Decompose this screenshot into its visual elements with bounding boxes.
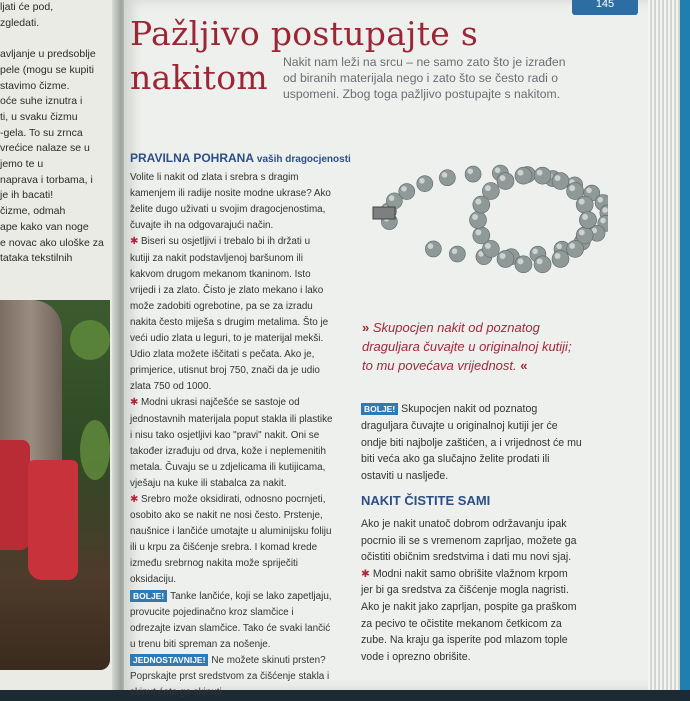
text-line: vješaju na kuke ili stabalca za nakit. [130,477,287,489]
pearl [534,256,551,273]
boots-photo [0,300,110,670]
intro-text: Nakit nam leži na srcu – ne samo zato što je izrađen od biranih materijala nego i zato što se često radi o uspomeni. Zbog toga pažljivo postupajte s nakitom. [283,55,566,101]
text-line: čuvajte ih na odgovarajući način. [130,220,274,232]
left-text-line: stavimo čizme. [0,79,70,92]
pearl [580,212,597,229]
left-page-text [0,0,112,267]
pearl-necklace-image [348,145,608,295]
text-line: zube. Na kraju ga isperite pod mlazom tople [361,634,568,647]
left-text-line: čizme, odmah [0,205,66,218]
pearl [465,166,481,182]
bullet-icon: ✱ [361,567,373,580]
pearl [497,173,514,190]
text-line: provucite pojedinačno kroz slamčice i [130,606,294,618]
text-line: između srebrnog nakita može spriječiti [130,558,298,570]
tip-badge: JEDNOSTAVNIJE! [130,654,208,666]
text-line: jednostavnih materijala poput stakla ili plastike [130,413,333,425]
pearl [552,173,569,190]
text-line: veći udio zlata u leguri, to je materijal mekši. [130,333,324,345]
tip-line: ondje biti najbolje zaštićen, a i vrijednost će mu [361,436,582,449]
pearl [534,167,551,184]
text-line: Poprskajte prst sredstvom za čišćenje stakla i [130,671,330,682]
pearl [449,246,465,262]
bullet-icon: ✱ [130,397,142,409]
pearl [482,183,499,200]
left-text-line: zgledati. [0,16,40,29]
pull-quote: » Skupocjen nakit od poznatog draguljara čuvajte u originalnoj kutiji; to mu povećava vrijednost. « [362,320,572,373]
left-text-line: oće suhe iznutra i [0,95,83,108]
pearl [497,250,514,267]
left-text-line: e novac ako uloške za [0,236,104,249]
text-line: oksidaciju. [130,574,177,586]
text-line: zlata 750 od 1000. [130,381,212,393]
title-line-1: Pažljivo postupajte s [130,14,479,53]
pearl [576,196,593,213]
text-line: za pecivo te očistite mekanom četkicom za [361,617,562,630]
text-line: nakita često miješa s drugim metalima. Što je [130,316,329,328]
tip-line: draguljara čuvajte u originalnoj kutiji jer će [361,419,558,432]
text-line: kutiji za nakit podstavljenoj baršunom ili [130,252,303,264]
tip-line: BOLJE! Skupocjen nakit od poznatog [361,401,586,418]
text-line: očistiti običnim sredstvima i dati mu novi sjaj. [361,551,572,564]
pearl [470,212,487,229]
text-line: kakvom drugom mekanom tkaninom. Isto [130,268,311,280]
left-text-line: tataka tekstilnih [0,252,73,265]
left-text-line: jemo te u [0,158,44,171]
text-line: ✱ Modni ukrasi najčešće se sastoje od [130,397,300,409]
clasp [373,207,395,219]
text-line: u trenu biti spreman za nošenje. [130,638,271,650]
section-cleaning-heading: NAKIT ČISTITE SAMI [361,493,491,508]
pearl [425,241,441,257]
text-line: kamenjem ili radije nosite modne ukrase? Ako [130,188,331,200]
pearl [567,240,584,257]
text-line: JEDNOSTAVNIJE! Ne možete skinuti prsten? [130,653,355,669]
section-storage [130,150,355,701]
tip-box [361,401,586,485]
text-line: osobito ako se nakit ne nosi često. Prstenje, [130,510,323,522]
section-cleaning [361,516,586,665]
text-line: pocrnio ili se s vremenom zaprljao, možete ga [361,534,577,547]
text-line: metala. Čuvaju se u zdjelicama ili kutijicama, [130,461,326,473]
text-line: skinut ćete ga skinuti. [130,687,225,699]
pearl [439,170,455,186]
text-line: ili u krpu za čišćenje srebra. I komad krede [130,542,318,554]
text-line: Volite li nakit od zlata i srebra s dragim [130,172,299,184]
pearl [417,176,433,192]
text-line: jer bi ga sredstva za čišćenje mogla nagristi. [361,584,569,597]
text-line: može zadobiti ogrebotine, pa se za izradu [130,300,313,312]
tip-line: biti veća ako ga slučajno želite prodati ili [361,453,550,466]
bullet-icon: ✱ [130,493,142,505]
left-text-line: -gela. To su zrnca [0,126,83,139]
left-page [0,0,118,690]
tip-line: ostaviti u nasljeđe. [361,470,449,483]
text-line: Ako je nakit unatoč dobrom održavanju ipak [361,518,567,530]
pearl [399,184,415,200]
title-line-2: nakitom [130,58,268,97]
text-line: naušnice i lančiće umotajte u aluminijsku foliju [130,526,332,538]
section-storage-heading: PRAVILNA POHRANA vaših dragocjenosti [130,151,351,165]
bullet-icon: ✱ [130,236,142,248]
text-line: Udio zlata možete iščitati s pečata. Ako je, [130,349,315,361]
text-line: ✱ Biseri su osjetljivi i trebalo bi ih držati u [130,236,311,248]
tip-badge: BOLJE! [130,590,167,602]
left-text-line: ape kako van noge [0,220,89,233]
text-line: Ako je nakit jako zaprljan, pospite ga praškom [361,600,577,613]
pearl [552,250,569,267]
text-line: vrijedi i za zlato. Čisto je zlato mekano i lako [130,284,324,296]
text-line: ✱ Srebro može oksidirati, odnosno pocrnjeti, [130,493,326,505]
left-text-line: vrećice nalaze se u [0,142,90,155]
left-text-line: ti, u svaku čizmu [0,110,78,123]
left-text-line: ljati će pod, [0,1,54,13]
text-line: ✱ Modni nakit samo obrišite vlažnom krpom [361,567,568,580]
page-number: 145 [572,0,638,15]
tip-badge: BOLJE! [361,403,398,415]
left-text-line: pele (mogu se kupiti [0,63,94,76]
edge-tab [680,0,690,690]
left-text-line [0,31,112,47]
text-line: primjerice, utisnut broj 750, znači da je udio [130,365,320,377]
text-line: BOLJE! Tanke lančiće, koji se lako zapetljaju, [130,589,355,605]
left-text-line: je ih bacati! [0,189,54,202]
text-line: i nisu tako osjetljivi kao "pravi" nakit. Oni se [130,429,320,441]
text-line: želite dugo uživati u svojim dragocjenostima, [130,204,326,216]
left-text-line: avljanje u predsoblje [0,48,96,61]
text-line: također izrađuju od drva, kože i neplemenitih [130,445,326,457]
text-line: odrezajte izvan slamčice. Tako će svaki lančić [130,622,331,634]
text-line: vode i oprezno obrišite. [361,650,471,663]
pearl [515,167,532,184]
pearl [515,256,532,273]
pearl [473,227,490,244]
left-text-line: naprava i torbama, i [0,173,93,186]
